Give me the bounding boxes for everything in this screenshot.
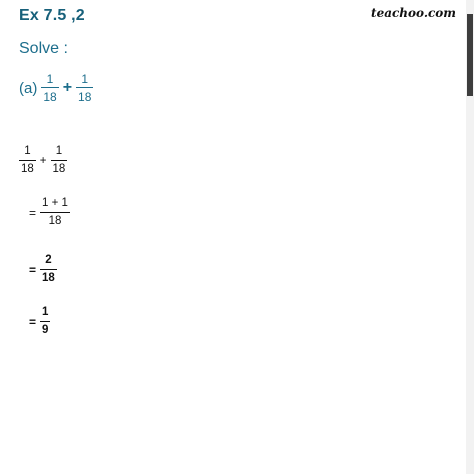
solve-heading: Solve : bbox=[19, 40, 68, 57]
step-1-fraction-2 bbox=[51, 146, 68, 175]
question-line bbox=[19, 73, 93, 103]
step-3 bbox=[29, 255, 57, 284]
equals-sign: = bbox=[29, 205, 37, 220]
denominator: 18 bbox=[48, 214, 62, 227]
scrollbar-thumb[interactable] bbox=[467, 14, 473, 96]
numerator: 1 + 1 bbox=[42, 197, 68, 209]
denominator: 18 bbox=[52, 162, 66, 175]
answer-fraction bbox=[40, 307, 50, 336]
step-1-fraction-1 bbox=[19, 146, 36, 175]
equals-sign: = bbox=[29, 262, 37, 277]
exercise-title: Ex 7.5 ,2 bbox=[19, 7, 85, 24]
equals-sign: = bbox=[29, 314, 37, 329]
numerator: 1 bbox=[81, 72, 89, 86]
numerator: 2 bbox=[45, 254, 52, 266]
step-2 bbox=[29, 198, 70, 227]
denominator: 18 bbox=[21, 162, 34, 175]
question-fraction-1 bbox=[41, 73, 58, 103]
numerator: 1 bbox=[55, 145, 63, 157]
denominator: 18 bbox=[42, 271, 55, 284]
numerator: 1 bbox=[42, 306, 49, 318]
step-4-answer bbox=[29, 307, 50, 336]
numerator: 1 bbox=[24, 145, 31, 157]
step-3-fraction bbox=[40, 255, 57, 284]
denominator: 18 bbox=[43, 90, 57, 104]
question-fraction-2 bbox=[76, 73, 93, 103]
denominator: 9 bbox=[42, 323, 49, 336]
numerator: 1 bbox=[46, 72, 54, 86]
step-2-fraction bbox=[40, 198, 70, 227]
denominator: 18 bbox=[78, 90, 92, 104]
step-1 bbox=[19, 146, 67, 175]
plus-sign: + bbox=[39, 154, 47, 167]
question-label: (a) bbox=[19, 79, 38, 97]
vertical-scrollbar[interactable] bbox=[466, 0, 474, 474]
brand-logo: teachoo.com bbox=[371, 6, 456, 20]
plus-sign: + bbox=[62, 79, 73, 96]
